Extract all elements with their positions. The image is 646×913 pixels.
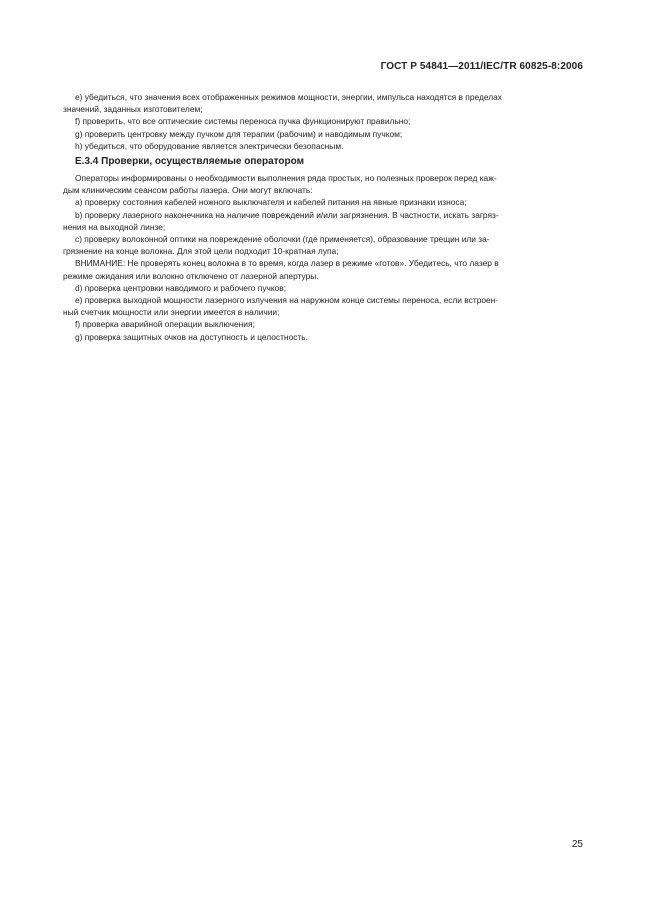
check-item-f: f) проверка аварийной операции выключения; [75,319,255,330]
item-h-top: h) убедиться, что оборудование является электрически безопасным. [75,140,344,151]
check-item-b: b) проверку лазерного наконечника на наличие повреждений и/или загрязнения. В частности, искать загряз- [75,209,499,220]
check-item-c-cont: грязнение на конце волокна. Для этой цели подходит 10-кратная лупа; [63,246,339,257]
warning-note-cont: режиме ожидания или волокно отключено от лазерной апертуры. [63,270,319,281]
warning-note: ВНИМАНИЕ: Не проверять конец волокна в то время, когда лазер в режиме «готов». Убедитесь, что лазер в [75,258,499,269]
check-item-a: a) проверку состояния кабелей ножного выключателя и кабелей питания на явные признаки износа; [75,197,467,208]
section-intro-cont: дым клиническим сеансом работы лазера. Они могут включать: [63,185,313,196]
document-body [63,91,583,343]
section-heading: Е.3.4 Проверки, осуществляемые оператором [75,156,304,168]
item-g-top: g) проверить центровку между пучком для терапии (рабочим) и наводимым пучком; [75,128,403,139]
document-header: ГОСТ Р 54841—2011/IEC/TR 60825-8:2006 [380,61,583,72]
check-item-e-cont: ный счетчик мощности или энергии имеется в наличии; [63,307,280,318]
item-e-top: e) убедиться, что значения всех отображенных режимов мощности, энергии, импульса находятся в пределах [75,92,502,102]
item-e-top-cont: значений, заданных изготовителем; [63,104,203,115]
check-item-d: d) проверка центровки наводимого и рабочего пучков; [75,282,287,293]
item-f-top: f) проверить, что все оптические системы переноса пучка функционируют правильно; [75,116,411,127]
check-item-b-cont: нения на выходной линзе; [63,221,166,232]
check-item-g: g) проверка защитных очков на доступность и целостность. [75,331,308,342]
section-intro: Операторы информированы о необходимости выполнения ряда простых, но полезных проверок перед каж- [75,173,497,184]
check-item-e: e) проверка выходной мощности лазерного излучения на наружном конце системы переноса, если встроен- [75,295,499,306]
check-item-c: c) проверку волоконной оптики на повреждение оболочки (где применяется), образование трещин или за- [75,234,490,245]
page-number: 25 [571,839,583,850]
